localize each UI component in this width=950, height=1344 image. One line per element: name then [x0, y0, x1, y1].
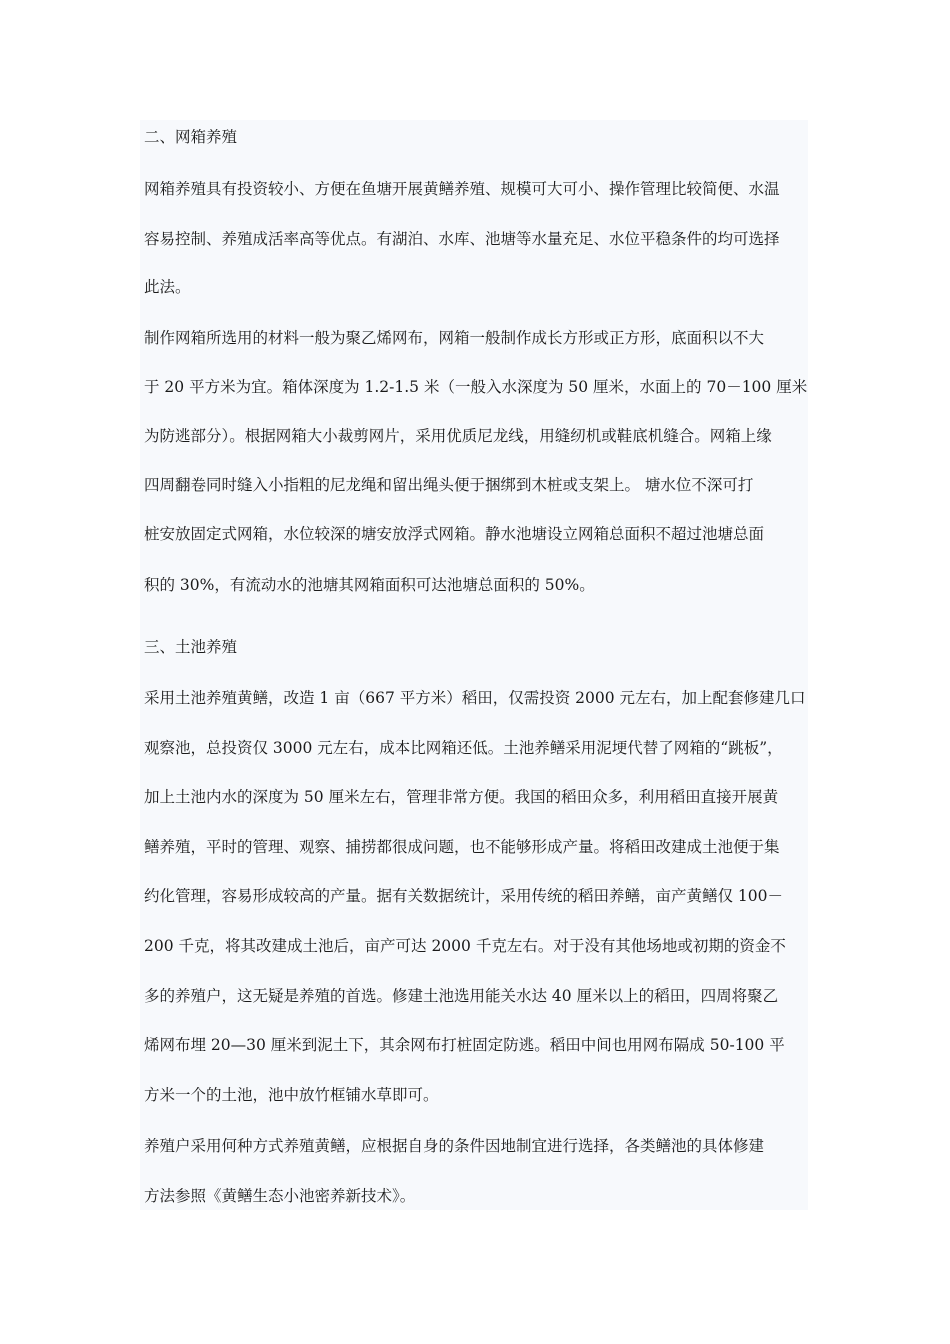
paragraph-line: 容易控制、养殖成活率高等优点。有湖泊、水库、池塘等水量充足、水位平稳条件的均可选择 [144, 230, 780, 248]
section-heading-earth-pond: 三、土池养殖 [144, 638, 238, 656]
paragraph-line: 约化管理，容易形成较高的产量。据有关数据统计，采用传统的稻田养鳝，亩产黄鳝仅 100－ [144, 887, 784, 905]
paragraph-line: 多的养殖户，这无疑是养殖的首选。修建土池选用能关水达 40 厘米以上的稻田，四周将聚乙 [144, 987, 779, 1005]
section-heading-net-cage: 二、网箱养殖 [144, 128, 238, 146]
paragraph-line: 鳝养殖，平时的管理、观察、捕捞都很成问题，也不能够形成产量。将稻田改建成土池便于集 [144, 838, 780, 856]
paragraph-line: 网箱养殖具有投资较小、方便在鱼塘开展黄鳝养殖、规模可大可小、操作管理比较简便、水温 [144, 180, 780, 198]
paragraph-line: 采用土池养殖黄鳝，改造 1 亩（667 平方米）稻田，仅需投资 2000 元左右，加上配套修建几口 [144, 689, 806, 707]
paragraph-line: 四周翻卷同时缝入小指粗的尼龙绳和留出绳头便于捆绑到木桩或支架上。 塘水位不深可打 [144, 476, 754, 494]
paragraph-line: 为防逃部分）。根据网箱大小裁剪网片，采用优质尼龙线，用缝纫机或鞋底机缝合。网箱上缘 [144, 427, 772, 445]
paragraph-line: 制作网箱所选用的材料一般为聚乙烯网布，网箱一般制作成长方形或正方形，底面积以不大 [144, 329, 765, 347]
paragraph-line: 200 千克，将其改建成土池后，亩产可达 2000 千克左右。对于没有其他场地或初期的资金不 [144, 937, 786, 955]
paragraph-line: 桩安放固定式网箱，水位较深的塘安放浮式网箱。静水池塘设立网箱总面积不超过池塘总面 [144, 525, 765, 543]
paragraph-line: 加上土池内水的深度为 50 厘米左右，管理非常方便。我国的稻田众多，利用稻田直接开展黄 [144, 788, 779, 806]
paragraph-line: 养殖户采用何种方式养殖黄鳝，应根据自身的条件因地制宜进行选择，各类鳝池的具体修建 [144, 1137, 765, 1155]
paragraph-line: 方米一个的土池，池中放竹框铺水草即可。 [144, 1086, 439, 1104]
paragraph-line: 方法参照《黄鳝生态小池密养新技术》。 [144, 1187, 416, 1205]
paragraph-line: 此法。 [144, 278, 191, 296]
paragraph-line: 烯网布埋 20—30 厘米到泥土下，其余网布打桩固定防逃。稻田中间也用网布隔成 50-100 平 [144, 1036, 785, 1054]
paragraph-line: 于 20 平方米为宜。箱体深度为 1.2-1.5 米（一般入水深度为 50 厘米，水面上的 70－100 厘米 [144, 378, 808, 396]
paragraph-line: 观察池，总投资仅 3000 元左右，成本比网箱还低。土池养鳝采用泥埂代替了网箱的“跳板”， [144, 739, 783, 757]
paragraph-line: 积的 30%，有流动水的池塘其网箱面积可达池塘总面积的 50%。 [144, 576, 595, 594]
